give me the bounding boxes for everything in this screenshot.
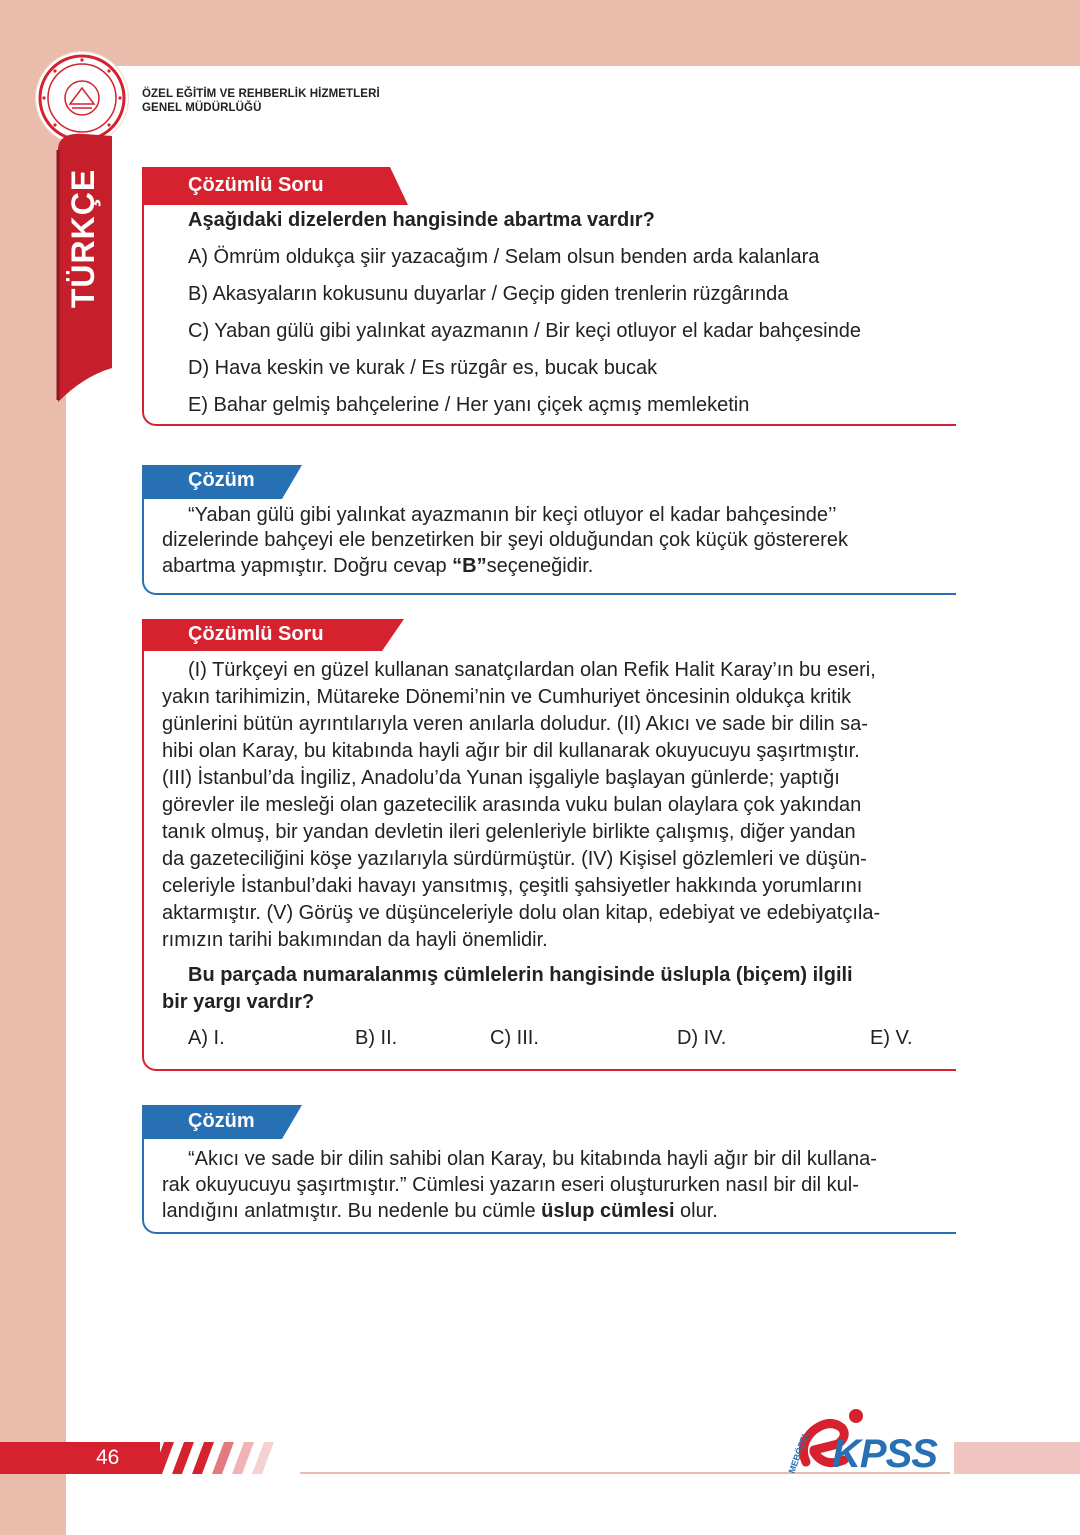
- top-band: [0, 0, 1080, 66]
- solution-1-line-2: dizelerinde bahçeyi ele benzetirken bir şeyi olduğundan çok küçük göstererek: [162, 529, 848, 551]
- passage-line-4: hibi olan Karay, bu kitabında hayli ağır bir dil kullanarak okuyucuyu şaşırtmıştır.: [162, 740, 860, 762]
- passage-line-9: celeriyle İstanbul’daki havayı yansıtmış, çeşitli şahsiyetler hakkında yorumlarını: [162, 875, 863, 897]
- question-2-option-c: C) III.: [490, 1027, 539, 1049]
- solution-2-bold-term: üslup cümlesi: [541, 1200, 675, 1222]
- passage-line-6: görevler ile mesleği olan gazetecilik arasında vuku bulan olaylara çok yakından: [162, 794, 862, 816]
- question-2-stem-line-1: Bu parçada numaralanmış cümlelerin hangisinde üslupla (biçem) ilgili: [188, 964, 853, 986]
- solution-1-tab-label: Çözüm: [188, 469, 255, 491]
- question-1-option-c: C) Yaban gülü gibi yalınkat ayazmanın / Bir keçi otluyor el kadar bahçesinde: [188, 320, 861, 342]
- solution-1-line-3: [162, 553, 593, 580]
- passage-line-10: aktarmıştır. (V) Görüş ve düşünceleriyle dolu olan kitap, edebiyat ve edebiyatçıla-: [162, 902, 881, 924]
- passage-line-1: (I) Türkçeyi en güzel kullanan sanatçılardan olan Refik Halit Karay’ın bu eseri,: [188, 659, 876, 681]
- org-line-1: ÖZEL EĞİTİM VE REHBERLİK HİZMETLERİ: [142, 88, 380, 100]
- question-2-option-e: E) V.: [870, 1027, 913, 1049]
- solution-2-tab-label: Çözüm: [188, 1110, 255, 1132]
- solution-2-tab: [142, 1105, 306, 1143]
- question-1-tab: [142, 167, 410, 205]
- footer-bar: [0, 1442, 160, 1474]
- page-number: 46: [96, 1446, 120, 1469]
- solution-1-line-3-post: seçeneğidir.: [486, 555, 594, 577]
- footer-pink-band: [954, 1442, 1080, 1474]
- question-1-tab-label: Çözümlü Soru: [188, 174, 324, 196]
- passage-line-2: yakın tarihimizin, Mütareke Dönemi’nin ve Cumhuriyet öncesinin oldukça kritik: [162, 686, 852, 708]
- solution-2-line-3-post: olur.: [674, 1200, 718, 1222]
- question-1-stem: Aşağıdaki dizelerden hangisinde abartma vardır?: [188, 209, 655, 231]
- solution-2-line-3: [162, 1198, 718, 1225]
- passage-line-8: da gazeteciliğini köşe yazılarıyla sürdürmüştür. (IV) Kişisel gözlemleri ve düşün-: [162, 848, 867, 870]
- passage-line-3: günlerini bütün ayrıntılarıyla veren anılarla doludur. (II) Akıcı ve sade bir dilin sa-: [162, 713, 868, 735]
- question-1-option-e: E) Bahar gelmiş bahçelerine / Her yanı çiçek açmış memleketin: [188, 394, 750, 416]
- solution-1-line-1: “Yaban gülü gibi yalınkat ayazmanın bir keçi otluyor el kadar bahçesinde’’: [188, 504, 837, 526]
- solution-1-line-3-pre: abartma yapmıştır. Doğru cevap: [162, 555, 453, 577]
- brand-small-text: MEBÖZEL: [786, 1429, 811, 1475]
- organization-name: [142, 87, 380, 115]
- org-line-2: GENEL MÜDÜRLÜĞÜ: [142, 102, 262, 114]
- subject-label: [60, 156, 108, 320]
- passage-line-5: (III) İstanbul’da İngiliz, Anadolu’da Yunan işgaliyle başlayan günlerde; yaptığı: [162, 767, 840, 789]
- question-2-tab-label: Çözümlü Soru: [188, 623, 324, 645]
- passage-line-11: rımızın tarihi bakımından da hayli önemlidir.: [162, 929, 548, 951]
- solution-1-answer: “B”: [452, 555, 487, 577]
- solution-2-line-3-pre: landığını anlatmıştır. Bu nedenle bu cümle: [162, 1200, 542, 1222]
- question-1-option-d: D) Hava keskin ve kurak / Es rüzgâr es, bucak bucak: [188, 357, 658, 379]
- question-1-option-a: A) Ömrüm oldukça şiir yazacağım / Selam olsun benden arda kalanlara: [188, 246, 820, 268]
- question-2-stem-line-2: bir yargı vardır?: [162, 991, 315, 1013]
- brand-kpss-text: KPSS: [832, 1432, 937, 1476]
- solution-2-line-2: rak okuyucuyu şaşırtmıştır.” Cümlesi yazarın eseri oluştururken nasıl bir dil kul-: [162, 1174, 859, 1196]
- solution-2-line-1: “Akıcı ve sade bir dilin sahibi olan Karay, bu kitabında hayli ağır bir dil kullana-: [188, 1148, 877, 1170]
- solution-1-tab: [142, 465, 306, 503]
- passage-line-7: tanık olmuş, bir yandan devletin ileri gelenleriyle birlikte çalışmış, diğer yandan: [162, 821, 856, 843]
- question-1-option-b: B) Akasyaların kokusunu duyarlar / Geçip giden trenlerin rüzgârında: [188, 283, 789, 305]
- question-2-tab: [142, 619, 406, 657]
- question-2-option-a: A) I.: [188, 1027, 225, 1049]
- question-2-option-b: B) II.: [355, 1027, 398, 1049]
- question-2-option-d: D) IV.: [677, 1027, 727, 1049]
- footer-stripes: [150, 1442, 300, 1474]
- subject-text: TÜRKÇE: [65, 168, 102, 308]
